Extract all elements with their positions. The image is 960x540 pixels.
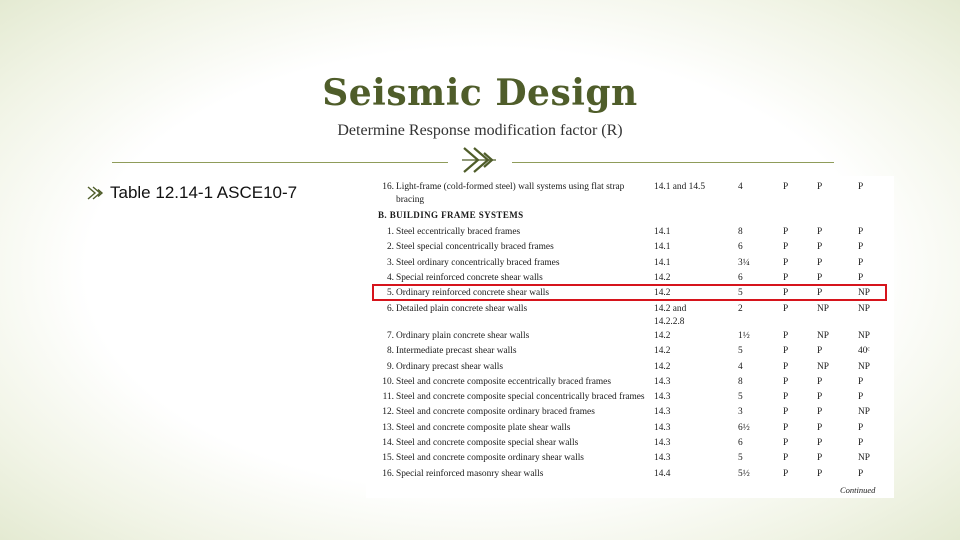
- table-cell: P: [783, 392, 789, 402]
- table-cell: P: [783, 273, 789, 283]
- table-row-continuation: bracing: [396, 195, 425, 205]
- table-cell: P: [783, 258, 789, 268]
- table-cell: Steel and concrete composite special concentrically braced frames: [396, 392, 645, 402]
- table-row: [366, 407, 894, 422]
- table-cell: 14.3: [654, 407, 671, 417]
- slide-subtitle: Determine Response modification factor (R): [337, 122, 623, 139]
- table-cell: 14.3: [654, 453, 671, 463]
- table-row: [366, 258, 894, 273]
- table-cell: 14.2 and: [654, 304, 687, 314]
- table-cell: Steel ordinary concentrically braced frames: [396, 258, 560, 268]
- table-cell: Special reinforced masonry shear walls: [396, 469, 544, 479]
- table-cell: 1½: [738, 331, 750, 341]
- table-cell: NP: [858, 362, 870, 372]
- table-cell: 9.: [386, 362, 394, 372]
- table-cell: 14.2: [654, 331, 671, 341]
- table-cell: 13.: [382, 423, 394, 433]
- bullet-item: [86, 183, 297, 203]
- table-cell: Ordinary precast shear walls: [396, 362, 503, 372]
- table-cell: 3¼: [738, 258, 750, 268]
- table-cell: P: [817, 438, 823, 448]
- table-cell: 4.: [386, 273, 394, 283]
- table-cell: 5: [738, 288, 743, 298]
- table-cell: NP: [858, 407, 870, 417]
- table-cell: 14.4: [654, 469, 671, 479]
- table-cell: 14.1: [654, 258, 671, 268]
- table-cell: Intermediate precast shear walls: [396, 346, 517, 356]
- table-cell: 3: [738, 407, 743, 417]
- table-cell: Steel and concrete composite ordinary braced frames: [396, 407, 595, 417]
- table-cell: Steel special concentrically braced frames: [396, 242, 554, 252]
- table-row: [366, 392, 894, 407]
- table-cell: 6½: [738, 423, 750, 433]
- table-cell: P: [817, 346, 823, 356]
- table-cell: P: [783, 242, 789, 252]
- table-cell: P: [783, 362, 789, 372]
- table-cell: P: [817, 392, 823, 402]
- table-cell: 40ᶜ: [858, 346, 870, 356]
- table-row: [366, 377, 894, 392]
- table-cell: 14.3: [654, 377, 671, 387]
- table-row: [366, 304, 894, 319]
- table-row: [366, 242, 894, 257]
- table-section-heading: B. BUILDING FRAME SYSTEMS: [378, 210, 524, 220]
- bullet-text: Table 12.14-1 ASCE10-7: [110, 183, 298, 202]
- table-image: [366, 176, 894, 498]
- table-cell: P: [817, 423, 823, 433]
- table-cell: 11.: [382, 392, 394, 402]
- table-cell: Ordinary plain concrete shear walls: [396, 331, 530, 341]
- table-cell: 15.: [382, 453, 394, 463]
- table-cell: 5.: [386, 288, 394, 298]
- table-cell: 14.1: [654, 242, 671, 252]
- table-cell: P: [858, 242, 864, 252]
- table-cell: 14.2: [654, 346, 671, 356]
- table-cell: P: [817, 407, 823, 417]
- table-cell: 2: [738, 304, 743, 314]
- table-cell: Steel and concrete composite special shear walls: [396, 438, 579, 448]
- table-cell: P: [817, 258, 823, 268]
- table-cell: P: [817, 288, 823, 298]
- table-cell: 6: [738, 242, 743, 252]
- table-cell: P: [783, 288, 789, 298]
- table-cell: 10.: [382, 377, 394, 387]
- table-cell: 14.2: [654, 288, 671, 298]
- table-cell: P: [858, 258, 864, 268]
- table-cell: P: [817, 227, 823, 237]
- table-row: [366, 423, 894, 438]
- table-cell: P: [783, 227, 789, 237]
- table-cell: 7.: [386, 331, 394, 341]
- slide-title: Seismic Design: [322, 72, 638, 114]
- table-cell: 5: [738, 453, 743, 463]
- table-cell: NP: [858, 453, 870, 463]
- table-cell: 14.1: [654, 227, 671, 237]
- table-cell: NP: [858, 304, 870, 314]
- divider-right: [512, 162, 834, 163]
- table-cell: 5½: [738, 469, 750, 479]
- table-row: [366, 362, 894, 377]
- table-row: [366, 469, 894, 484]
- table-cell: P: [817, 469, 823, 479]
- table-row: [366, 453, 894, 468]
- table-cell: Steel and concrete composite ordinary shear walls: [396, 453, 584, 463]
- table-cell: P: [817, 242, 823, 252]
- table-cell: P: [858, 423, 864, 433]
- continued-note: Continued: [840, 485, 876, 495]
- table-cell: NP: [858, 331, 870, 341]
- table-cell: P: [858, 469, 864, 479]
- table-row: [366, 331, 894, 346]
- table-cell: P: [783, 346, 789, 356]
- table-cell: 6: [738, 273, 743, 283]
- table-cell: NP: [817, 331, 829, 341]
- table-cell: 16.: [382, 469, 394, 479]
- highlight-box: [372, 284, 887, 301]
- table-cell: P: [783, 407, 789, 417]
- table-row: [366, 346, 894, 361]
- table-cell: NP: [858, 288, 870, 298]
- table-cell: 6: [738, 438, 743, 448]
- bullet-arrow-icon: [458, 144, 502, 178]
- table-cell: 8.: [386, 346, 394, 356]
- divider-left: [112, 162, 448, 163]
- table-cell: P: [783, 423, 789, 433]
- table-cell: 14.2: [654, 362, 671, 372]
- table-cell: P: [858, 377, 864, 387]
- table-cell: 4: [738, 362, 743, 372]
- table-cell: 8: [738, 377, 743, 387]
- table-row-continuation: 14.2.2.8: [654, 317, 685, 327]
- table-cell: P: [783, 469, 789, 479]
- table-cell: P: [858, 273, 864, 283]
- table-cell: 14.3: [654, 438, 671, 448]
- table-cell: 3.: [386, 258, 394, 268]
- table-row: 16. Light-frame (cold-formed steel) wall systems using flat strap 14.1 and 14.5 4 P P P: [382, 182, 864, 192]
- table-cell: P: [783, 304, 789, 314]
- table-cell: Steel and concrete composite plate shear walls: [396, 423, 571, 433]
- table-cell: P: [783, 453, 789, 463]
- table-cell: 6.: [386, 304, 394, 314]
- table-cell: Special reinforced concrete shear walls: [396, 273, 543, 283]
- table-cell: P: [858, 438, 864, 448]
- table-cell: 14.: [382, 438, 394, 448]
- bullet-arrow-icon: [86, 185, 106, 201]
- table-row: [366, 438, 894, 453]
- table-row: [366, 227, 894, 242]
- table-cell: P: [783, 438, 789, 448]
- table-cell: 8: [738, 227, 743, 237]
- table-cell: Steel eccentrically braced frames: [396, 227, 521, 237]
- table-cell: P: [817, 453, 823, 463]
- table-cell: P: [783, 331, 789, 341]
- table-cell: 14.3: [654, 392, 671, 402]
- table-cell: P: [858, 392, 864, 402]
- table-cell: 12.: [382, 407, 394, 417]
- table-cell: P: [783, 377, 789, 387]
- table-cell: 14.2: [654, 273, 671, 283]
- table-cell: NP: [817, 304, 829, 314]
- table-cell: P: [858, 227, 864, 237]
- table-cell: P: [817, 273, 823, 283]
- table-cell: 5: [738, 346, 743, 356]
- table-cell: NP: [817, 362, 829, 372]
- table-cell: Detailed plain concrete shear walls: [396, 304, 528, 314]
- table-cell: 5: [738, 392, 743, 402]
- table-cell: Ordinary reinforced concrete shear walls: [396, 288, 550, 298]
- table-cell: 14.3: [654, 423, 671, 433]
- table-cell: Steel and concrete composite eccentrically braced frames: [396, 377, 611, 387]
- table-cell: P: [817, 377, 823, 387]
- table-cell: 2.: [386, 242, 394, 252]
- table-cell: 1.: [386, 227, 394, 237]
